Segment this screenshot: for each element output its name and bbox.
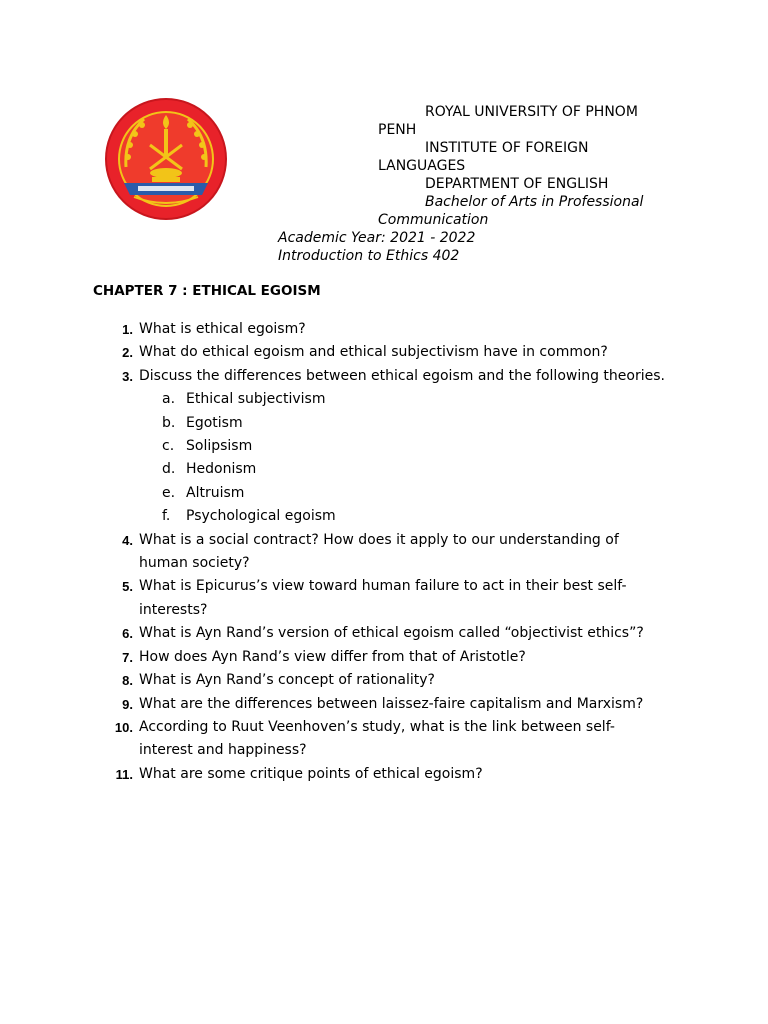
question-number: 4.	[122, 532, 133, 548]
question-text: According to Ruut Veenhoven’s study, what is the link between self-	[139, 718, 615, 735]
question-9	[100, 693, 690, 716]
question-text: What do ethical egoism and ethical subjectivism have in common?	[139, 344, 608, 361]
question-number: 8.	[122, 673, 133, 689]
university-seal-icon	[104, 97, 228, 221]
question-1	[100, 318, 690, 341]
question-text: What is a social contract? How does it apply to our understanding of	[139, 531, 619, 548]
header-line-5: DEPARTMENT OF ENGLISH	[425, 176, 609, 192]
academic-year: Academic Year: 2021 - 2022	[278, 230, 476, 246]
course-title: Introduction to Ethics 402	[278, 248, 460, 264]
sub-item-e	[100, 482, 690, 505]
course-info	[278, 229, 475, 265]
question-text: What is ethical egoism?	[139, 321, 306, 337]
question-6	[100, 622, 690, 645]
question-3	[100, 365, 690, 388]
question-number: 1.	[122, 322, 133, 337]
header-line-4: LANGUAGES	[378, 158, 466, 174]
header-line-7: Communication	[378, 212, 489, 228]
question-text-continued: human society?	[139, 555, 250, 572]
sub-item-text: Solipsism	[186, 438, 253, 455]
sub-item-letter: d.	[162, 461, 176, 478]
sub-item-a	[100, 388, 690, 411]
sub-item-letter: a.	[162, 391, 176, 408]
question-text: How does Ayn Rand’s view differ from that of Aristotle?	[139, 648, 526, 665]
question-text-continued: interests?	[139, 601, 208, 618]
question-text: What are some critique points of ethical egoism?	[139, 765, 483, 782]
question-number: 3.	[122, 368, 133, 384]
question-number: 11.	[115, 766, 133, 782]
institution-header	[378, 103, 678, 229]
question-list	[100, 318, 690, 786]
question-4	[100, 529, 690, 576]
question-number: 2.	[122, 345, 133, 361]
sub-item-letter: b.	[162, 414, 176, 431]
chapter-title: CHAPTER 7 : ETHICAL EGOISM	[93, 283, 321, 299]
question-number: 5.	[122, 579, 133, 595]
question-5	[100, 575, 690, 622]
question-number: 7.	[122, 649, 133, 665]
sub-item-text: Egotism	[186, 414, 243, 431]
header-line-2: PENH	[378, 122, 417, 138]
question-text-continued: interest and happiness?	[139, 742, 307, 759]
question-text: What are the differences between laissez-faire capitalism and Marxism?	[139, 695, 644, 712]
question-10	[100, 716, 690, 763]
question-number: 9.	[122, 696, 133, 712]
question-text: What is Ayn Rand’s concept of rationality?	[139, 672, 435, 689]
question-2	[100, 341, 690, 364]
sub-item-letter: f.	[162, 508, 171, 525]
sub-item-b	[100, 412, 690, 435]
header-line-6: Bachelor of Arts in Professional	[425, 194, 644, 210]
sub-item-text: Altruism	[186, 484, 245, 501]
question-number: 6.	[122, 626, 133, 642]
header-line-3: INSTITUTE OF FOREIGN	[425, 140, 589, 156]
header-line-1: ROYAL UNIVERSITY OF PHNOM	[425, 104, 638, 120]
question-8	[100, 669, 690, 692]
sub-item-f	[100, 505, 690, 528]
question-7	[100, 646, 690, 669]
sub-item-text: Ethical subjectivism	[186, 391, 326, 408]
question-text: What is Epicurus’s view toward human failure to act in their best self-	[139, 578, 627, 595]
sub-item-text: Psychological egoism	[186, 508, 336, 525]
sub-item-letter: e.	[162, 484, 176, 501]
question-number: 10.	[114, 719, 133, 735]
question-text: What is Ayn Rand’s version of ethical egoism called “objectivist ethics”?	[139, 625, 644, 642]
sub-item-d	[100, 458, 690, 481]
question-text: Discuss the differences between ethical egoism and the following theories.	[139, 367, 665, 384]
sub-item-c	[100, 435, 690, 458]
question-11	[100, 763, 690, 786]
sub-item-text: Hedonism	[186, 461, 257, 478]
sub-item-letter: c.	[162, 438, 175, 455]
